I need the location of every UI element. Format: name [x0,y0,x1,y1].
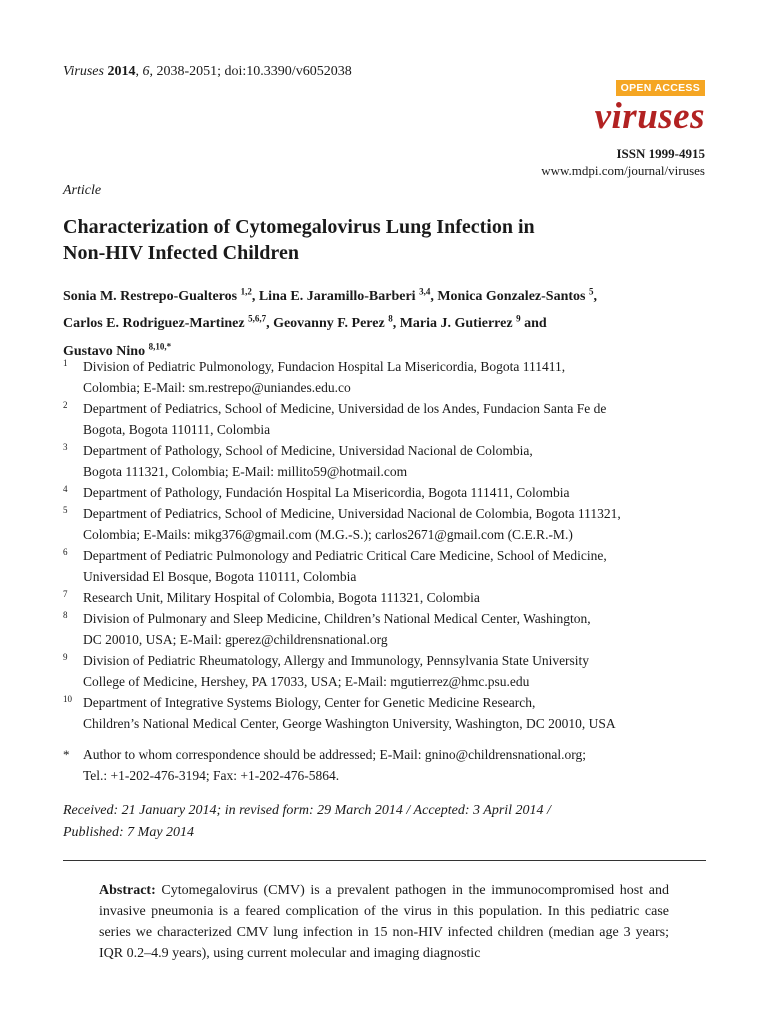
dates-line-1: Received: 21 January 2014; in revised form: 29 March 2014 / Accepted: 3 April 2014 / [63,803,551,818]
corresponding-asterisk: * [166,341,172,352]
author: Carlos E. Rodriguez-Martinez $^{5,6,7}$, [63,313,274,332]
affiliation-item: 6 Department of Pediatric Pulmonology and Pediatric Critical Care Medicine, School of Medicine, Universidad El Bosque, Bogota 110111, Colombia [63,547,607,584]
title-line-1: Characterization of Cytomegalovirus Lung Infection in [63,216,535,238]
volume: 6 [142,64,150,79]
correspondence: * Author to whom correspondence should be addressed; E-Mail: gnino@childrensnational.org; Tel.: +1-202-476-3194; Fax: +1-202-476-5864. [63,744,713,786]
affiliation-item: 9 Division of Pediatric Rheumatology, Allergy and Immunology, Pennsylvania State University College of Medicine, Hershey, PA 17033, USA; E-Mail: mgutierrez@hmc.psu.edu [63,652,590,689]
abstract [99,880,669,964]
issn: ISSN 1999-4915 [616,146,705,161]
citation-line: Viruses 2014, 6, 2038-2051; doi:10.3390/v6052038 [63,64,352,79]
abstract-label: Abstract: [99,883,156,898]
author: Gustavo Nino $^{8,10,*}$ [63,341,172,359]
paper-title [63,214,663,266]
author: Geovanny F. Perez $^8$, [273,313,400,332]
affiliation-item: 10 Department of Integrative Systems Biology, Center for Genetic Medicine Research, Children’s National Medical Center, George Washington University, Washington, DC 20010, USA [63,694,616,731]
divider [63,860,706,861]
journal-logo: viruses [594,96,705,137]
open-access-badge: OPEN ACCESS [616,80,705,96]
abstract-text: Cytomegalovirus (CMV) is a prevalent pathogen in the immunocompromised host and invasive pneumonia is a feared complication of the virus in this population. In this pediatric case series we characterized CMV lung infection in 15 non-HIV infected children (median age 3 years; IQR 0.2–4.9 years), using current molecular and imaging diagnostic [99,883,669,961]
affiliation-item: 2 Department of Pediatrics, School of Medicine, Universidad de los Andes, Fundacion Santa Fe de Bogota, Bogota 110111, Colombia [63,400,607,437]
journal-url[interactable]: www.mdpi.com/journal/viruses [541,163,705,178]
pages-doi: 2038-2051; doi:10.3390/v6052038 [156,64,352,79]
year: 2014 [107,64,136,79]
publication-dates [63,800,683,844]
title-line-2: Non-HIV Infected Children [63,242,299,264]
affiliation-item: 5 Department of Pediatrics, School of Medicine, Universidad Nacional de Colombia, Bogota 111321, Colombia; E-Mails: mikg376@gmail.com (M.G.-S.); carlos2671@gmail.com (C.E.R.-M.) [63,505,621,542]
affiliation-list [63,356,713,734]
dates-line-2: Published: 7 May 2014 [63,825,195,840]
author: Monica Gonzalez-Santos $^5$, [437,286,597,304]
affiliation-item: 4 Department of Pathology, Fundación Hospital La Misericordia, Bogota 111411, Colombia [63,484,570,500]
journal-name: Viruses [63,64,104,79]
author: Sonia M. Restrepo-Gualteros $^{1,2}$, [63,286,259,304]
affiliation-item: 3 Department of Pathology, School of Medicine, Universidad Nacional de Colombia, Bogota 111321, Colombia; E-Mail: millito59@hotmail.com [63,442,533,479]
author: Lina E. Jaramillo-Barberi $^{3,4}$, [258,286,438,304]
asterisk: * [63,747,70,762]
author: Maria J. Gutierrez $^9$ and [399,313,547,332]
affiliation-item: 1 Division of Pediatric Pulmonology, Fundacion Hospital La Misericordia, Bogota 111411, Colombia; E-Mail: sm.restrepo@uniandes.edu.co [63,358,566,395]
affiliation-item: 7 Research Unit, Military Hospital of Colombia, Bogota 111321, Colombia [63,589,480,605]
author-list [63,280,703,363]
affiliation-item: 8 Division of Pulmonary and Sleep Medicine, Children’s National Medical Center, Washington, DC 20010, USA; E-Mail: gperez@childrensnational.org [63,610,591,647]
article-type: Article [63,183,102,198]
